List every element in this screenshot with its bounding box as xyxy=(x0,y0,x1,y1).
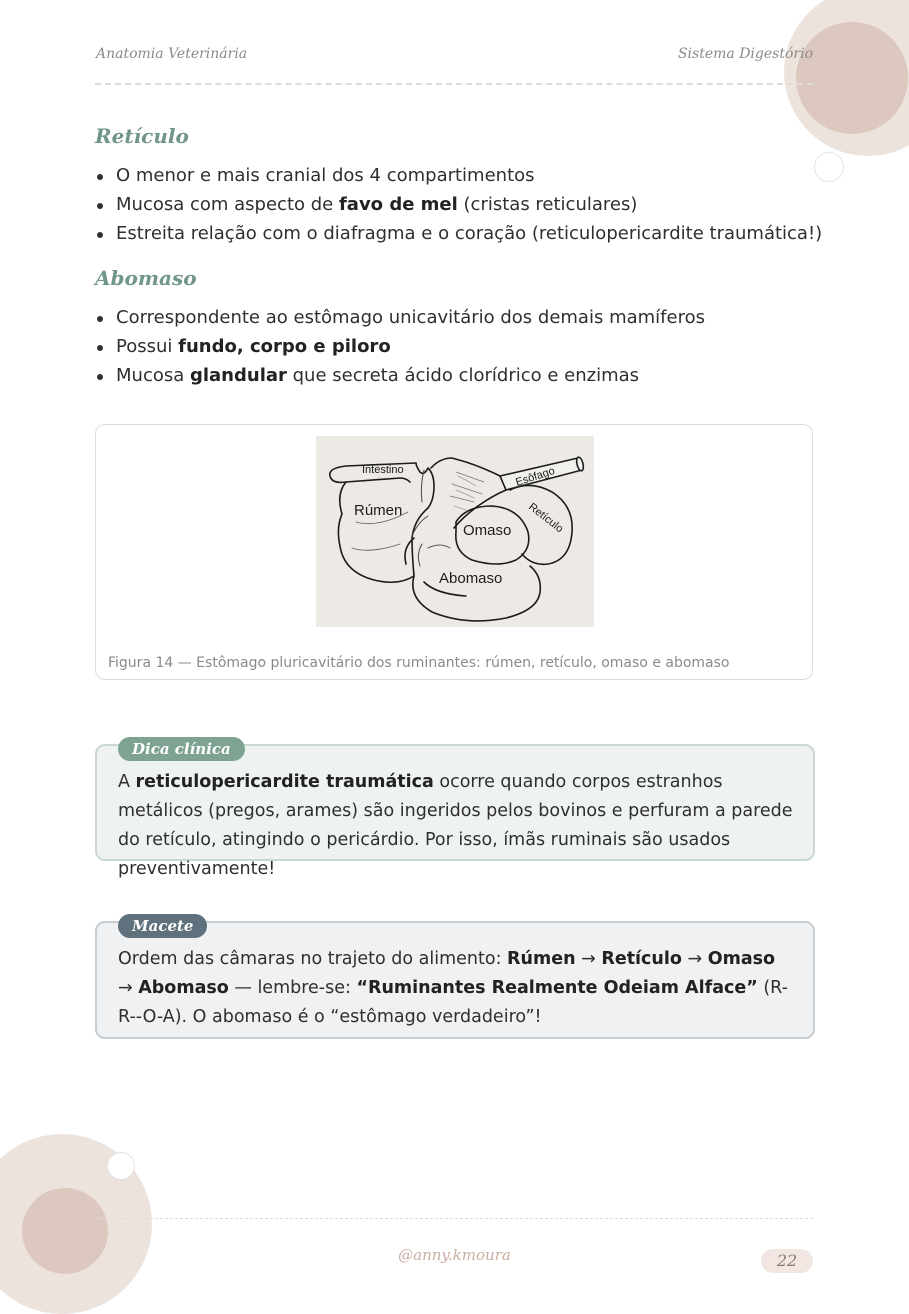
section-heading-reticulo: Retículo xyxy=(95,124,189,148)
bullet-item: Possui fundo, corpo e piloro xyxy=(95,332,705,361)
clinical-tip-callout xyxy=(95,740,815,879)
section-heading-abomaso: Abomaso xyxy=(95,266,197,290)
label-reticulo: Retículo xyxy=(526,500,566,536)
figure-caption: Figura 14 — Estômago pluricavitário dos ruminantes: rúmen, retículo, omaso e abomaso xyxy=(108,655,730,671)
bullet-item: Mucosa com aspecto de favo de mel (cristas reticulares) xyxy=(95,190,822,219)
figure-card xyxy=(95,424,813,680)
page-number-badge: 22 xyxy=(761,1249,813,1273)
label-abomaso: Abomaso xyxy=(439,570,503,587)
mnemonic-text: Ordem das câmaras no trajeto do alimento: Rúmen → Retículo → Omaso → Abomaso — lembre-se: “Ruminantes Realmente Odeiam Alface” (R-R--O-A). O abomaso é o “estômago verdadeiro”! xyxy=(118,949,788,1027)
header-divider xyxy=(95,83,813,85)
reticulo-bullet-list xyxy=(95,161,822,248)
stomach-diagram-image xyxy=(316,436,594,627)
decorative-ring-bottom-left xyxy=(107,1152,135,1180)
bullet-item: Correspondente ao estômago unicavitário dos demais mamíferos xyxy=(95,303,705,332)
stomach-illustration xyxy=(316,436,594,627)
clinical-tip-tag: Dica clínica xyxy=(118,737,245,761)
mnemonic-callout xyxy=(95,917,815,1039)
clinical-tip-text: A reticulopericardite traumática ocorre quando corpos estranhos metálicos (pregos, arames) são ingeridos pelos bovinos e perfuram a parede do retículo, atingindo o pericárdio. Por isso, ímãs ruminais são usados preventivamente! xyxy=(118,772,793,879)
bullet-item: Estreita relação com o diafragma e o coração (reticulopericardite traumática!) xyxy=(95,219,822,248)
abomaso-bullet-list xyxy=(95,303,705,390)
mnemonic-tag: Macete xyxy=(118,914,207,938)
label-esofago: Esôfago xyxy=(514,464,557,489)
label-intestino: Intestino xyxy=(362,464,404,476)
bullet-item: O menor e mais cranial dos 4 compartimentos xyxy=(95,161,822,190)
label-rumen: Rúmen xyxy=(354,502,403,519)
running-header-left: Anatomia Veterinária xyxy=(96,46,248,62)
footer-divider xyxy=(95,1218,813,1219)
running-header-right: Sistema Digestório xyxy=(677,46,813,62)
author-handle: @anny.kmoura xyxy=(398,1246,511,1264)
bullet-item: Mucosa glandular que secreta ácido clorídrico e enzimas xyxy=(95,361,705,390)
decorative-circle-top-right-inner xyxy=(796,22,908,134)
label-omaso: Omaso xyxy=(463,522,512,539)
